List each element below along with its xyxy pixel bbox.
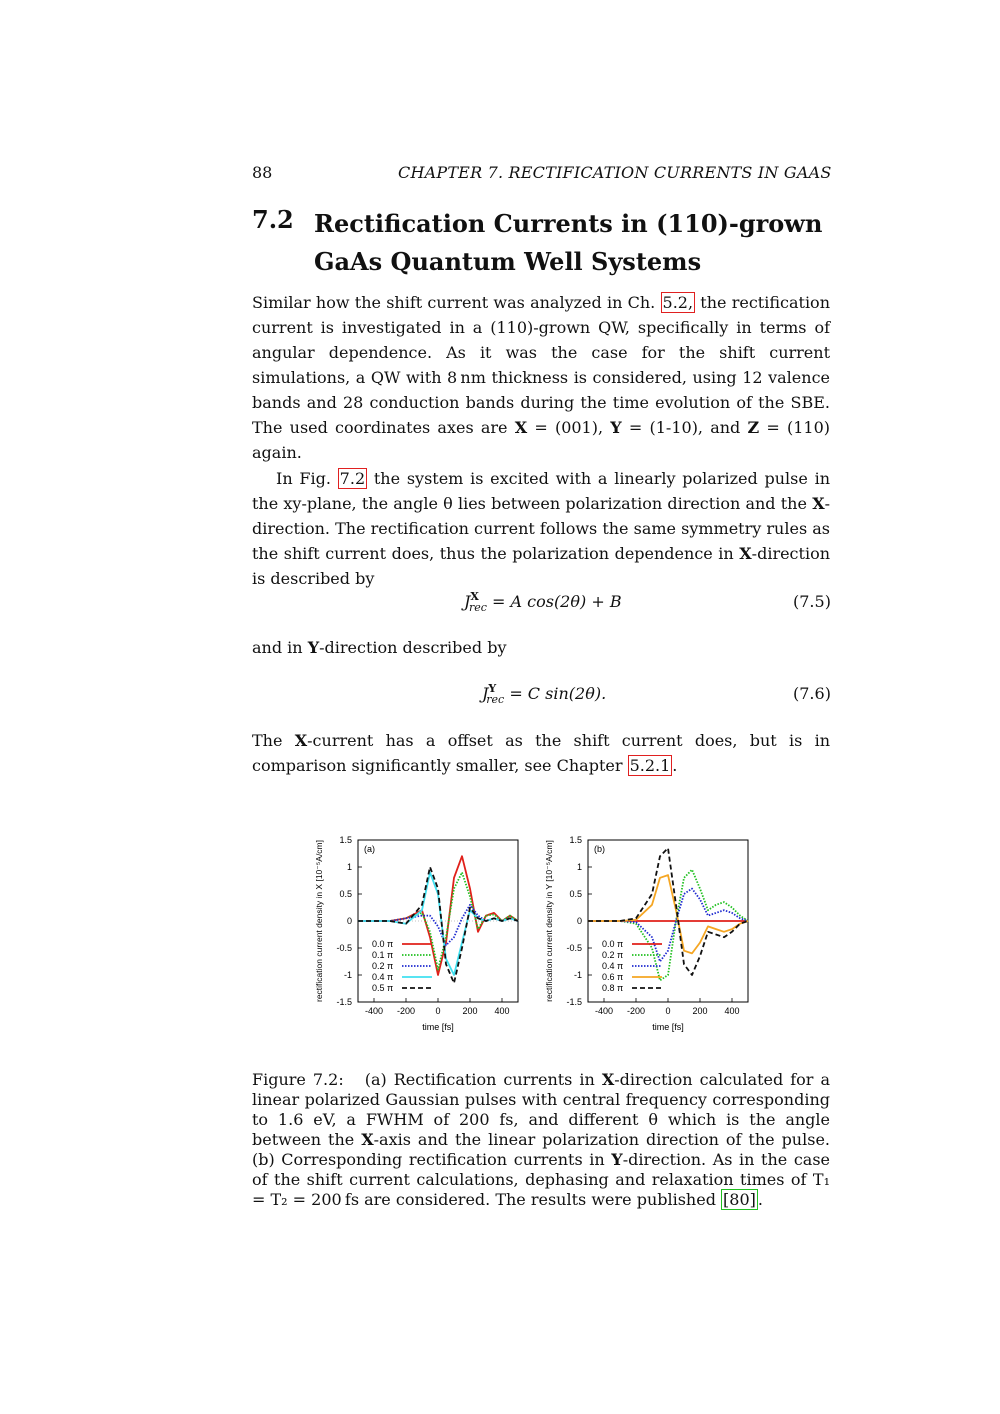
y-axis-label: rectification current density in Y [10⁻⁵A/cm] <box>544 840 554 1002</box>
paragraph-figure-description: In Fig. 7.2 the system is excited with a linearly polarized pulse in the xy-plane, the angle θ lies between polarization direction and the X-direction. The rectification current follows the same symmetry rules as the shift current does, thus the polarization dependence in X-direction is described by <box>252 469 831 588</box>
legend-label: 0.2 π <box>372 961 394 971</box>
figure-ref-link[interactable]: 7.2 <box>339 469 366 488</box>
x-axis-label: time [fs] <box>652 1022 684 1032</box>
y-tick-label: 1.5 <box>339 835 352 845</box>
chart-panel-b <box>544 835 748 1032</box>
x-tick-label: -200 <box>396 1006 416 1016</box>
panel-label: (a) <box>364 844 375 854</box>
y-tick-label: 1 <box>346 862 352 872</box>
x-tick-label: -400 <box>594 1006 614 1016</box>
section-title: Rectification Currents in (110)-grown GaAs Quantum Well Systems <box>314 209 823 276</box>
x-tick-label: 0 <box>665 1006 671 1016</box>
legend-label: 0.4 π <box>602 961 624 971</box>
paragraph-offset: The X-current has a offset as the shift current does, but is in comparison significantly smaller, see Chapter 5.2.1 . <box>252 731 830 775</box>
x-tick-label: 0 <box>435 1006 441 1016</box>
x-tick-label: -200 <box>626 1006 646 1016</box>
legend-label: 0.0 π <box>372 939 394 949</box>
figure-caption: Figure 7.2: (a) Rectification currents in X-direction calculated for a linear polarized Gaussian pulses with central frequency corresponding to 1.6 eV, a FWHM of 200 fs, and different θ which is the angle between the X-axis and the linear polarization direction of the pulse. (b) Corresponding rectification currents in Y-direction. As in the case of the shift current calculations, dephasing and relaxation times of T₁ = T₂ = 200 fs are considered. The results were published [80] . <box>252 1070 831 1209</box>
section-number: 7.2 <box>252 205 294 234</box>
paragraph-y-direction: and in Y-direction described by <box>252 638 507 657</box>
legend-label: 0.8 π <box>602 983 624 993</box>
figure-7-2 <box>300 812 780 1042</box>
equation-7-5: $J^X_{rec} = A$ cos(2θ) + B <box>464 590 622 614</box>
paragraph-intro: Similar how the shift current was analyzed in Ch. 5.2, the rectification current is investigated in a (110)-grown QW, specifically in terms of angular dependence. As it was the case for the shift current simulations, a QW with 8 nm thickness is considered, using 12 valence bands and 28 conduction bands during the time evolution of the SBE. The used coordinates axes are X = (001), Y = (1-10), and Z = (110) again. <box>252 293 831 462</box>
legend-label: 0.1 π <box>372 950 394 960</box>
x-axis-label: time [fs] <box>422 1022 454 1032</box>
chart-panel-a <box>314 835 518 1032</box>
equation-number: (7.5) <box>793 592 831 611</box>
legend-label: 0.4 π <box>372 972 394 982</box>
legend-label: 0.5 π <box>372 983 394 993</box>
y-tick-label: -1.5 <box>336 997 352 1007</box>
chapter-ref-link[interactable]: 5.2.1 <box>629 756 671 775</box>
legend-label: 0.0 π <box>602 939 624 949</box>
equation-number: (7.6) <box>793 684 831 703</box>
x-tick-label: -400 <box>364 1006 384 1016</box>
y-tick-label: 1.5 <box>569 835 582 845</box>
citation-link[interactable]: [80] <box>723 1190 756 1209</box>
y-tick-label: -1 <box>343 970 352 980</box>
page-number: 88 <box>252 163 273 182</box>
x-tick-label: 200 <box>692 1006 708 1016</box>
equation-7-6: $J^Y_{rec} = C$ sin(2θ). <box>482 682 607 706</box>
y-tick-label: -0.5 <box>336 943 352 953</box>
y-tick-label: 1 <box>576 862 582 872</box>
x-tick-label: 400 <box>724 1006 740 1016</box>
legend-label: 0.6 π <box>602 972 624 982</box>
y-tick-label: 0 <box>346 916 352 926</box>
y-tick-label: 0 <box>576 916 582 926</box>
y-tick-label: -1.5 <box>566 997 582 1007</box>
legend-label: 0.2 π <box>602 950 624 960</box>
y-tick-label: -0.5 <box>566 943 582 953</box>
y-tick-label: -1 <box>573 970 582 980</box>
running-header: CHAPTER 7. RECTIFICATION CURRENTS IN GAAS <box>398 163 832 182</box>
y-axis-label: rectification current density in X [10⁻⁵A/cm] <box>314 839 324 1003</box>
y-tick-label: 0.5 <box>339 889 352 899</box>
x-tick-label: 400 <box>494 1006 510 1016</box>
panel-label: (b) <box>594 844 605 854</box>
cross-ref-link[interactable]: 5.2, <box>662 293 694 312</box>
x-tick-label: 200 <box>462 1006 478 1016</box>
y-tick-label: 0.5 <box>569 889 582 899</box>
